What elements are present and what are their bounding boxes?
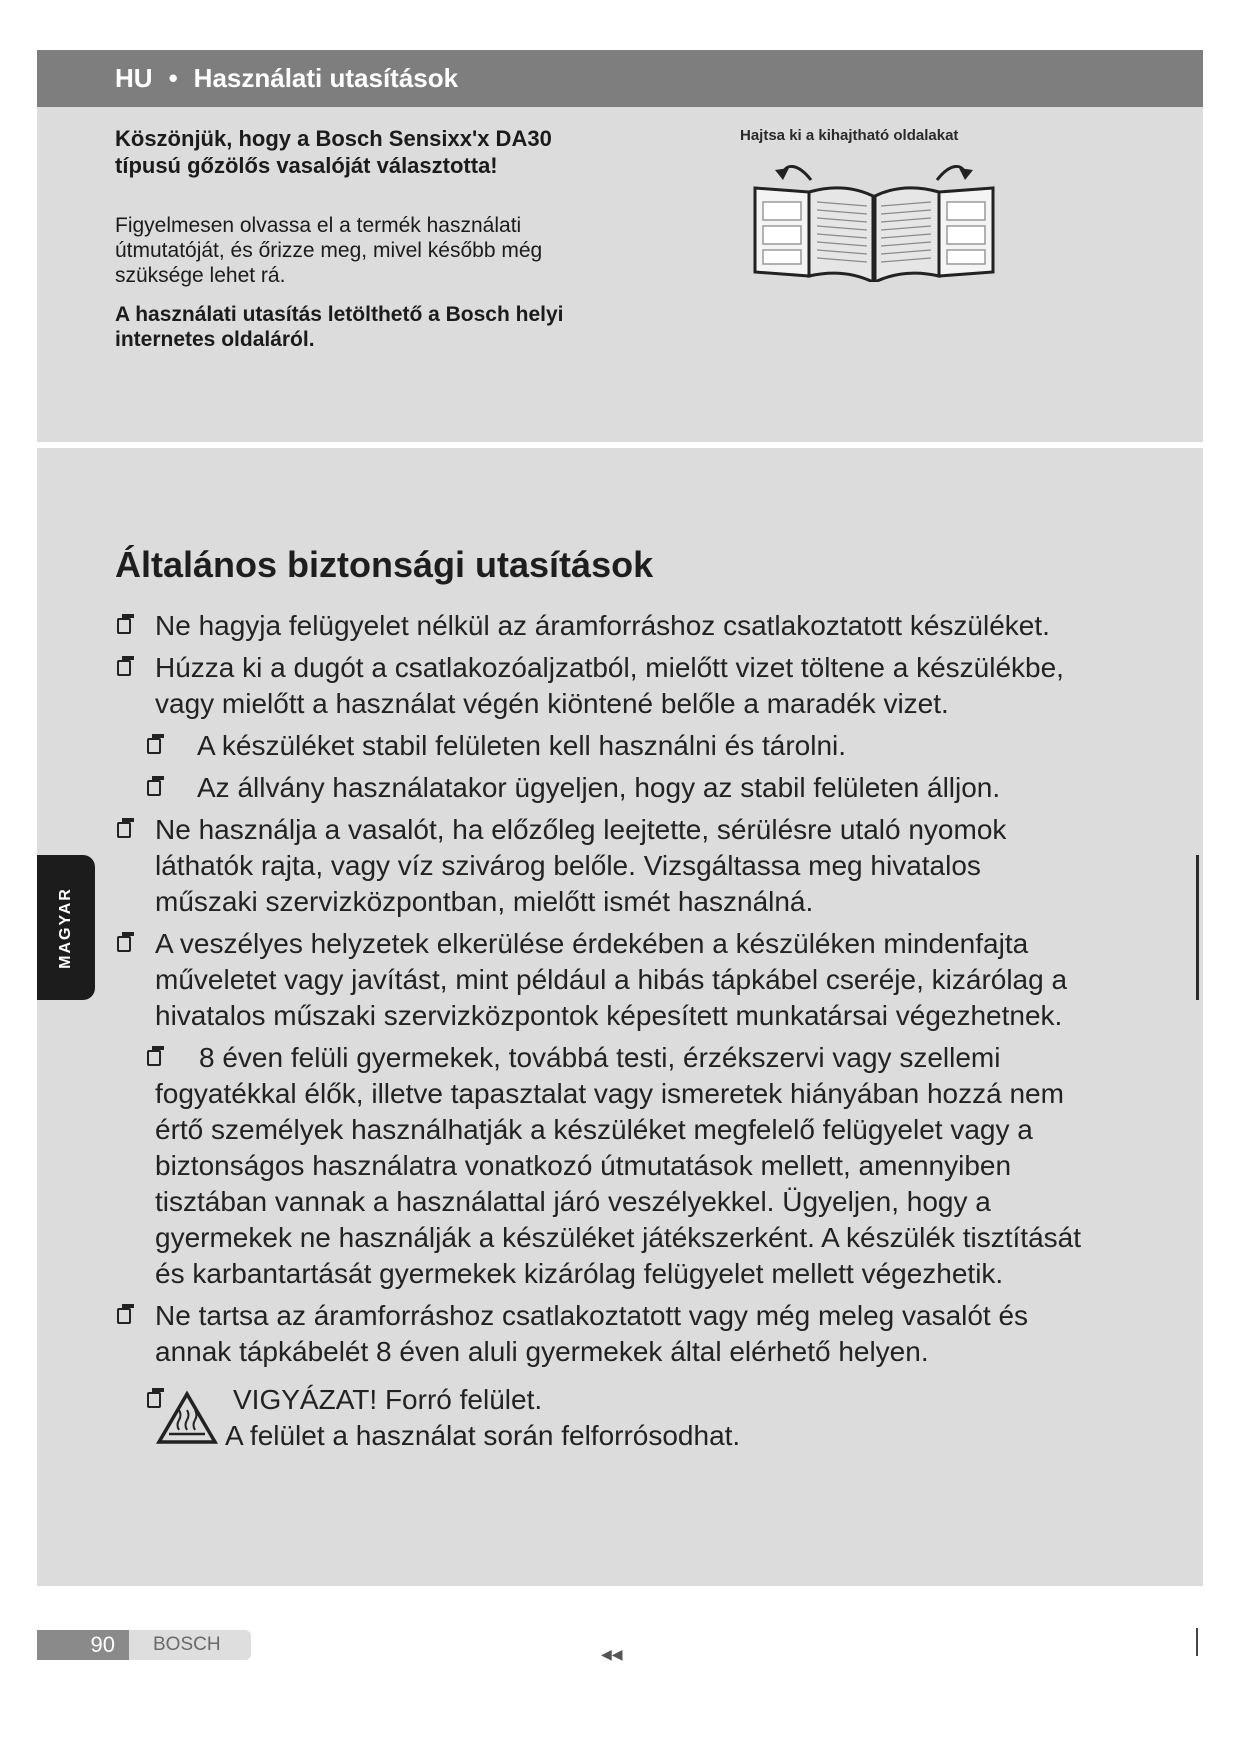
intro-title <box>115 125 635 179</box>
checkbox-bullet-icon <box>117 618 131 634</box>
intro-title-line: Köszönjük, hogy a Bosch Sensixx'x DA30 <box>115 126 552 151</box>
fold-out-caption: Hajtsa ki a kihajtható oldalakat <box>740 127 959 144</box>
right-edge-rule <box>1196 855 1199 1000</box>
intro-download-line: internetes oldaláról. <box>115 328 315 351</box>
item-line: műveletet vagy javítást, mint például a hibás tápkábel cseréje, kizárólag a <box>155 964 1068 995</box>
hot-surface-warning-icon <box>155 1390 219 1446</box>
item-line: és karbantartását gyermekek kizárólag felügyelet mellett végezhetik. <box>155 1258 1004 1289</box>
item-line: műszaki szervizközpontban, mielőtt ismét használná. <box>155 886 814 917</box>
list-item <box>115 770 1145 806</box>
checkbox-bullet-icon <box>147 780 161 796</box>
header-title: Használati utasítások <box>193 63 459 93</box>
hot-surface-warning <box>115 1382 1233 1454</box>
intro-body-line: Figyelmesen olvassa el a termék használati <box>115 214 522 237</box>
previous-page-icon[interactable]: ◀◀ <box>601 1646 623 1662</box>
footer-rule <box>1196 1628 1198 1656</box>
header-bar <box>37 50 1203 107</box>
item-line: hivatalos műszaki szervizközpontok képesített munkatársai végezhetnek. <box>155 1000 1063 1031</box>
item-line: Húzza ki a dugót a csatlakozóaljzatból, mielőtt vizet töltene a készülékbe, <box>155 652 1064 683</box>
list-item <box>115 926 1145 1034</box>
list-item <box>115 608 1145 644</box>
checkbox-bullet-icon <box>147 1050 161 1066</box>
intro-download-line: A használati utasítás letölthető a Bosch helyi <box>115 303 564 326</box>
item-line: fogyatékkal élők, illetve tapasztalat vagy ismeretek hiányában hozzá nem <box>155 1078 1064 1109</box>
item-line: Ne hagyja felügyelet nélkül az áramforráshoz csatlakoztatott készüléket. <box>155 610 1050 641</box>
item-line: Ne tartsa az áramforráshoz csatlakoztatott vagy még meleg vasalót és <box>155 1300 1029 1331</box>
intro-text <box>115 125 635 352</box>
checkbox-bullet-icon <box>117 660 131 676</box>
item-line: A veszélyes helyzetek elkerülése érdekében a készüléken mindenfajta <box>155 928 1029 959</box>
intro-panel <box>37 107 1203 442</box>
safety-section <box>37 448 1203 1586</box>
item-line: A készüléket stabil felületen kell használni és tárolni. <box>197 730 847 761</box>
language-side-tab <box>37 855 95 1000</box>
page-number: 90 <box>37 1630 129 1660</box>
intro-body-line: szüksége lehet rá. <box>115 264 286 287</box>
header-lang: HU <box>115 63 153 93</box>
section-title: Általános biztonsági utasítások <box>115 544 654 585</box>
intro-download-note <box>115 302 635 352</box>
item-line: gyermekek ne használják a készüléket játékszerként. A készülék tisztítását <box>155 1222 1082 1253</box>
header-separator: • <box>168 63 178 93</box>
list-item <box>115 1298 1145 1370</box>
safety-list <box>115 608 1145 1376</box>
warning-text: A felület a használat során felforrósodhat. <box>225 1420 741 1451</box>
intro-title-line: típusú gőzölős vasalóját választotta! <box>115 153 498 178</box>
item-line: láthatók rajta, vagy víz szivárog belőle. Vizsgáltassa meg hivatalos <box>155 850 981 881</box>
item-line: Ne használja a vasalót, ha előzőleg leejtette, sérülésre utaló nyomok <box>155 814 1007 845</box>
list-item <box>115 650 1145 722</box>
warning-title: VIGYÁZAT! Forró felület. <box>233 1384 543 1415</box>
checkbox-bullet-icon <box>117 936 131 952</box>
item-line: vagy mielőtt a használat végén kiöntené belőle a maradék vizet. <box>155 688 949 719</box>
list-item <box>115 812 1145 920</box>
fold-out-pages-icon <box>749 152 1019 282</box>
item-line: 8 éven felüli gyermekek, továbbá testi, érzékszervi vagy szellemi <box>199 1042 1001 1073</box>
item-line: Az állvány használatakor ügyeljen, hogy az stabil felületen álljon. <box>197 772 1001 803</box>
item-line: tisztában vannak a használattal járó veszélyekkel. Ügyeljen, hogy a <box>155 1186 991 1217</box>
brand-label: BOSCH <box>129 1630 251 1660</box>
side-tab-label: MAGYAR <box>57 886 74 969</box>
intro-body <box>115 213 635 288</box>
intro-body-line: útmutatóját, és őrizze meg, mivel később még <box>115 239 543 262</box>
list-item <box>115 728 1145 764</box>
list-item <box>115 1040 1145 1292</box>
checkbox-bullet-icon <box>147 738 161 754</box>
checkbox-bullet-icon <box>117 822 131 838</box>
item-line: annak tápkábelét 8 éven aluli gyermekek által elérhető helyen. <box>155 1336 929 1367</box>
checkbox-bullet-icon <box>117 1308 131 1324</box>
item-line: értő személyek használhatják a készüléket megfelelő felügyelet vagy a <box>155 1114 1033 1145</box>
item-line: biztonságos használatra vonatkozó útmutatások mellett, amennyiben <box>155 1150 1012 1181</box>
